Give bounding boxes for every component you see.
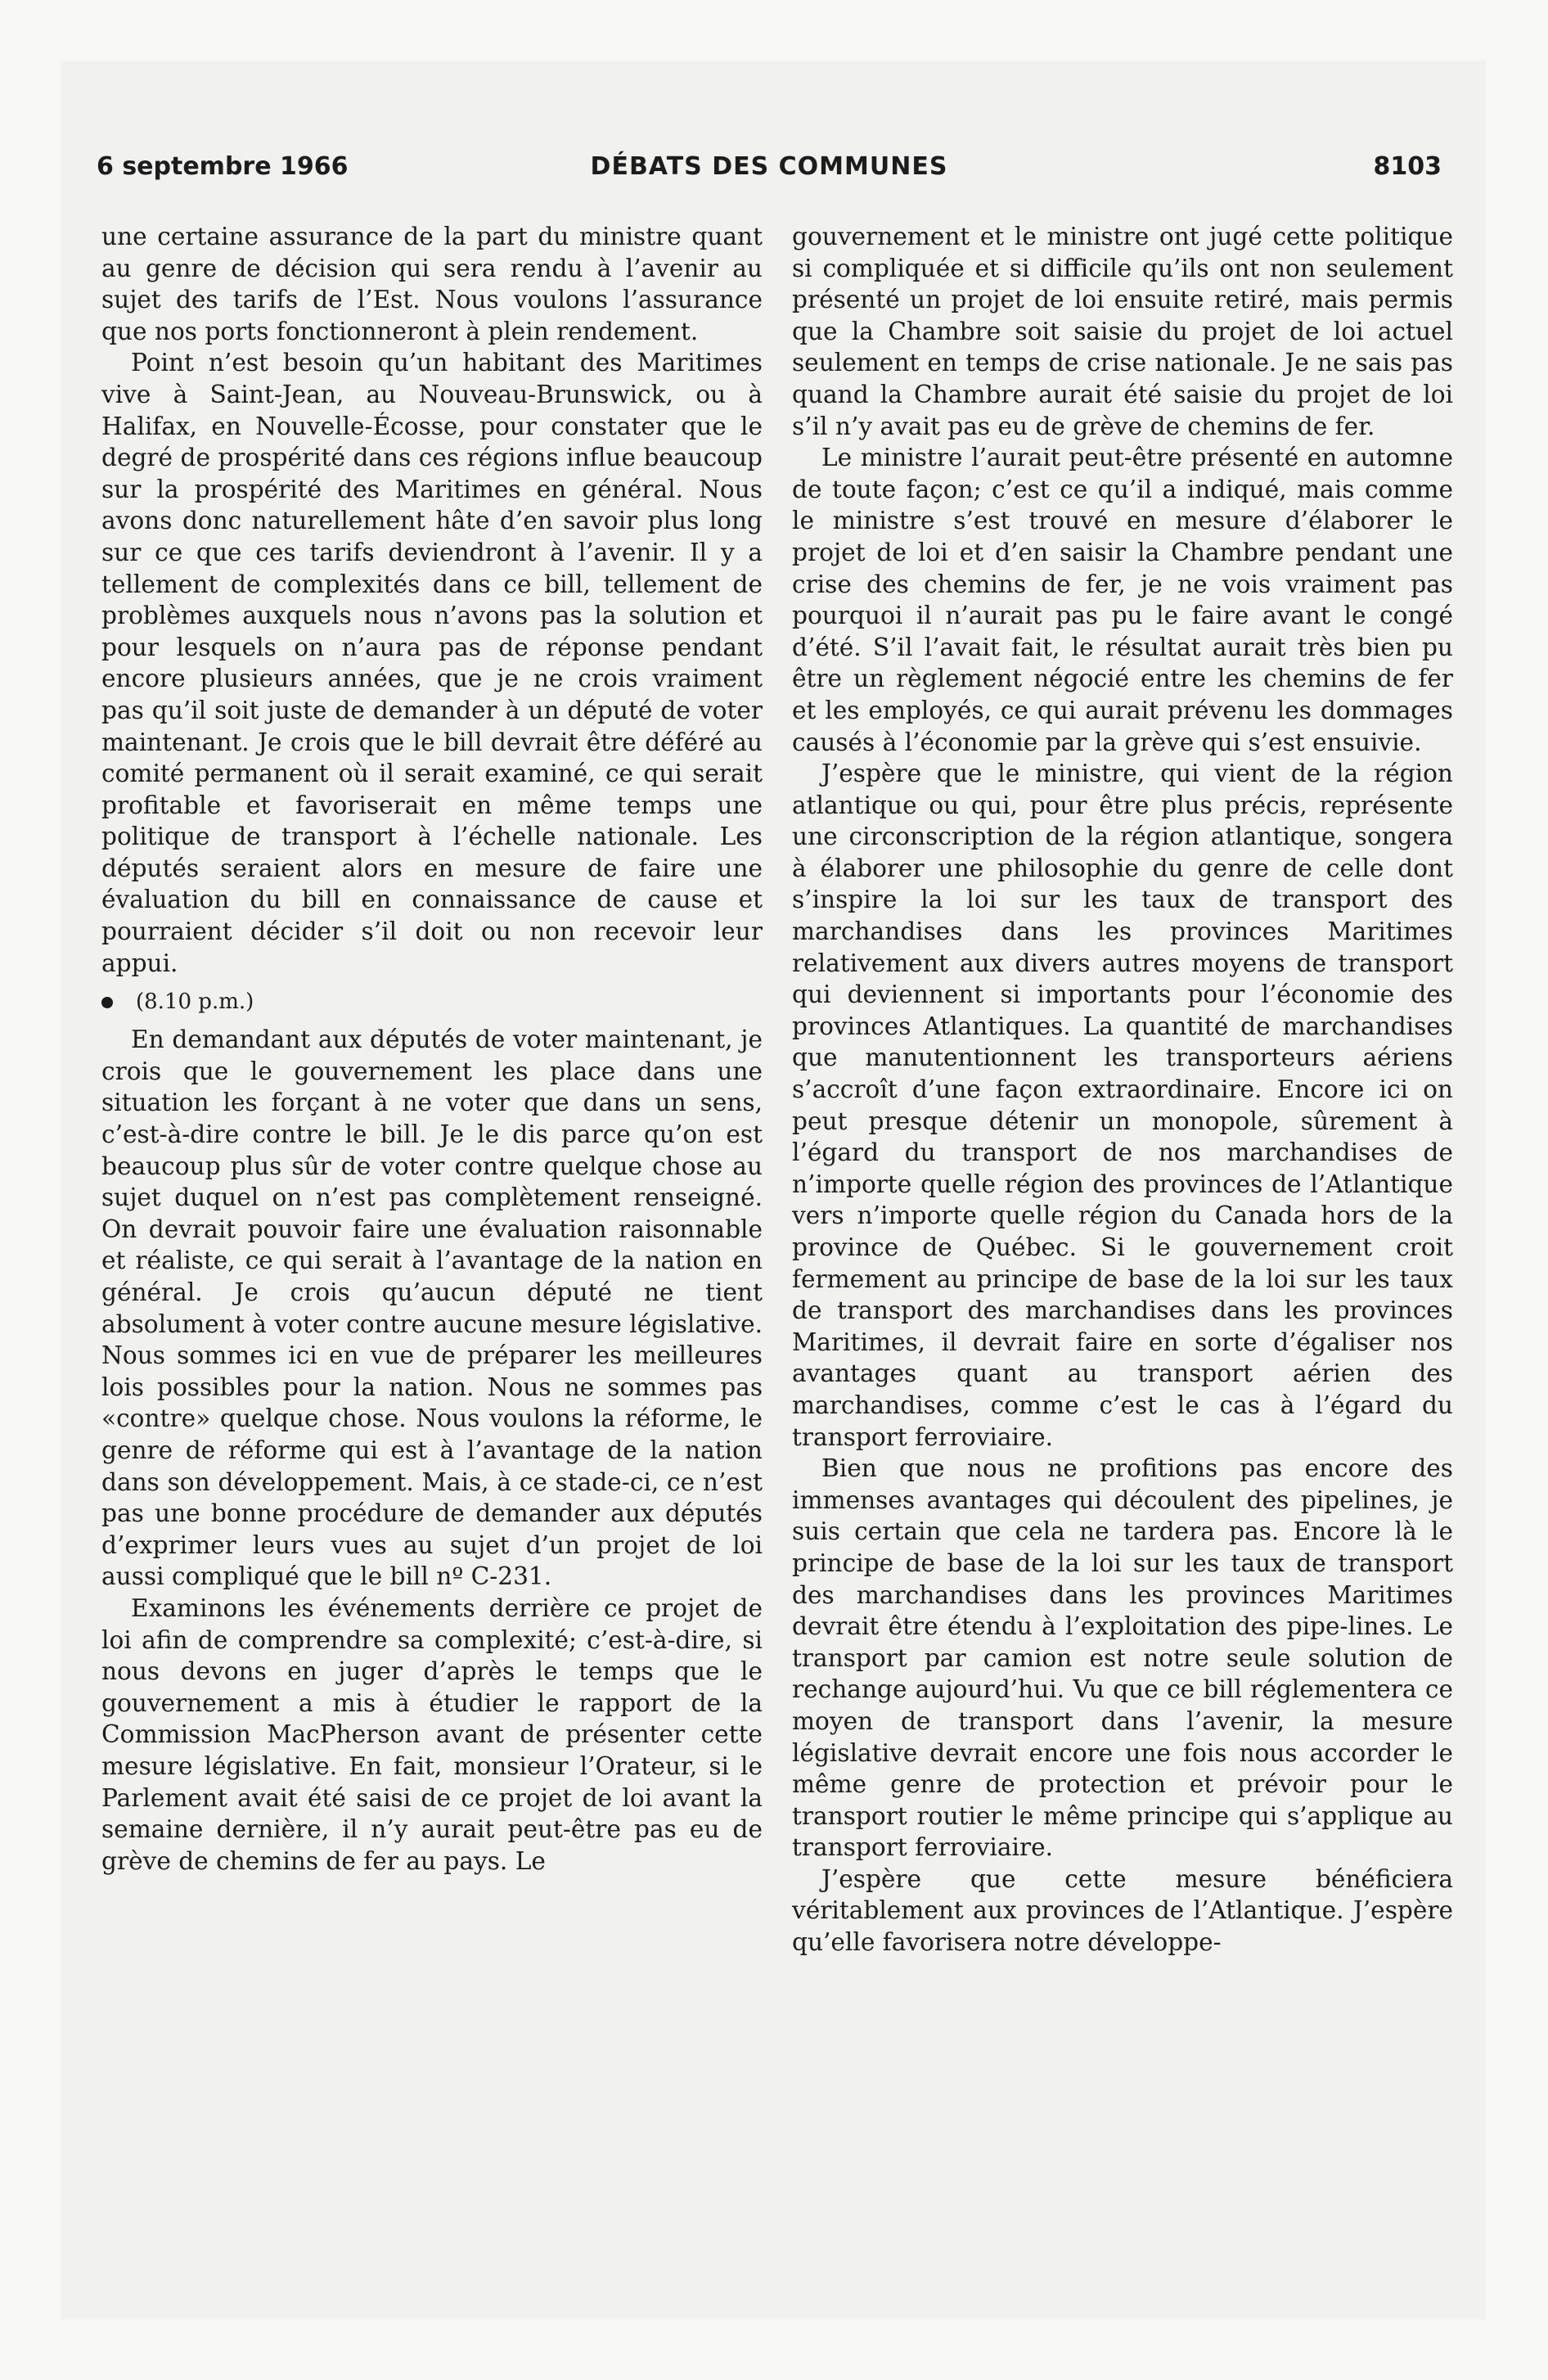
paragraph: J’espère que cette mesure bénéficiera véritablement aux provinces de l’Atlantique. J’espère qu’elle favorisera notre développe- (792, 1864, 1453, 1957)
paragraph: Bien que nous ne profitions pas encore des immenses avantages qui découlent des pipelines, je suis certain que cela ne tardera pas. Encore là le principe de base de la loi sur les taux de transport des marchandises dans les provinces Maritimes devrait être étendu à l’exploitation des pipe-lines. Le transport par camion est notre seule solution de rechange aujourd’hui. Vu que ce bill réglementera ce moyen de transport dans l’avenir, la mesure législative devrait encore une fois nous accorder le même genre de protection et prévoir pour le transport routier le même principe qui s’applique au transport ferroviaire. (792, 1454, 1453, 1862)
left-column (101, 221, 763, 1877)
paragraph: Le ministre l’aurait peut-être présenté en automne de toute façon; c’est ce qu’il a indiqué, mais comme le ministre s’est trouvé en mesure d’élaborer le projet de loi et d’en saisir la Chambre pendant une crise des chemins de fer, je ne vois vraiment pas pourquoi il n’aurait pas pu le faire avant le congé d’été. S’il l’avait fait, le résultat aurait très bien pu être un règlement négocié entre les chemins de fer et les employés, ce qui aurait prévenu les dommages causés à l’économie par la grève qui s’est ensuivie. (792, 444, 1453, 756)
right-column (792, 221, 1453, 1959)
paragraph: Examinons les événements derrière ce projet de loi afin de comprendre sa complexité; c’est-à-dire, si nous devons en juger d’après le temps que le gouvernement a mis à étudier le rapport de la Commission MacPherson avant de présenter cette mesure législative. En fait, monsieur l’Orateur, si le Parlement avait été saisi de ce projet de loi avant la semaine dernière, il n’y aurait peut-être pas eu de grève de chemins de fer au pays. Le (101, 1593, 763, 1875)
page (61, 61, 1486, 2319)
bullet-icon (101, 997, 113, 1008)
paragraph: J’espère que le ministre, qui vient de la région atlantique ou qui, pour être plus précis, représente une circonscription de la région atlantique, songera à élaborer une philosophie du genre de celle dont s’inspire la loi sur les taux de transport des marchandises dans les provinces Maritimes relativement aux divers autres moyens de transport qui deviennent si importants pour l’économie des provinces Atlantiques. La quantité de marchandises que manutentionnent les transporteurs aériens s’accroît d’une façon extraordinaire. Encore ici on peut presque détenir un monopole, sûrement à l’égard du transport de nos marchandises de n’importe quelle région des provinces de l’Atlantique vers n’importe quelle région du Canada hors de la province de Québec. Si le gouvernement croit fermement au principe de base de la loi sur les taux de transport des marchandises dans les provinces Maritimes, il devrait faire en sorte d’égaliser nos avantages quant au transport aérien des marchandises, comme c’est le cas à l’égard du transport ferroviaire. (792, 760, 1453, 1451)
time-marker (101, 985, 763, 1019)
time-marker-text: (8.10 p.m.) (136, 989, 254, 1015)
paragraph: Point n’est besoin qu’un habitant des Maritimes vive à Saint-Jean, au Nouveau-Brunswick, ou à Halifax, en Nouvelle-Écosse, pour constater que le degré de prospérité dans ces régions influe beaucoup sur la prospérité des Maritimes en général. Nous avons donc naturellement hâte d’en savoir plus long sur ce que ces tarifs deviendront à l’avenir. Il y a tellement de complexités dans ce bill, tellement de problèmes auxquels nous n’avons pas la solution et pour lesquels on n’aura pas de réponse pendant encore plusieurs années, que je ne crois vraiment pas qu’il soit juste de demander à un député de voter maintenant. Je crois que le bill devrait être déféré au comité permanent où il serait examiné, ce qui serait profitable et favoriserait en même temps une politique de transport à l’échelle nationale. Les députés seraient alors en mesure de faire une évaluation du bill en connaissance de cause et pourraient décider s’il doit ou non recevoir leur appui. (101, 349, 763, 977)
paragraph: En demandant aux députés de voter maintenant, je crois que le gouvernement les place dans une situation les forçant à ne voter que dans un sens, c’est-à-dire contre le bill. Je le dis parce qu’on est beaucoup plus sûr de voter contre quelque chose au sujet duquel on n’est pas complètement renseigné. On devrait pouvoir faire une évaluation raisonnable et réaliste, ce qui serait à l’avantage de la nation en général. Je crois qu’aucun député ne tient absolument à voter contre aucune mesure législative. Nous sommes ici en vue de préparer les meilleures lois possibles pour la nation. Nous ne sommes pas «contre» quelque chose. Nous voulons la réforme, le genre de réforme qui est à l’avantage de la nation dans son développement. Mais, à ce stade-ci, ce n’est pas une bonne procédure de demander aux députés d’exprimer leurs vues au sujet d’un projet de loi aussi compliqué que le bill nº C-231. (101, 1025, 763, 1591)
paragraph: gouvernement et le ministre ont jugé cette politique si compliquée et si difficile qu’ils ont non seulement présenté un projet de loi ensuite retiré, mais permis que la Chambre soit saisie du projet de loi actuel seulement en temps de crise nationale. Je ne sais pas quand la Chambre aurait été saisie du projet de loi s’il n’y avait pas eu de grève de chemins de fer. (792, 223, 1453, 440)
paragraph: une certaine assurance de la part du ministre quant au genre de décision qui sera rendu à l’avenir au sujet des tarifs de l’Est. Nous voulons l’assurance que nos ports fonctionneront à plein rendement. (101, 223, 763, 345)
header-date: 6 septembre 1966 (97, 152, 349, 181)
page-header (97, 152, 1442, 193)
header-page-number: 8103 (1373, 152, 1442, 181)
header-title: DÉBATS DES COMMUNES (590, 152, 948, 181)
